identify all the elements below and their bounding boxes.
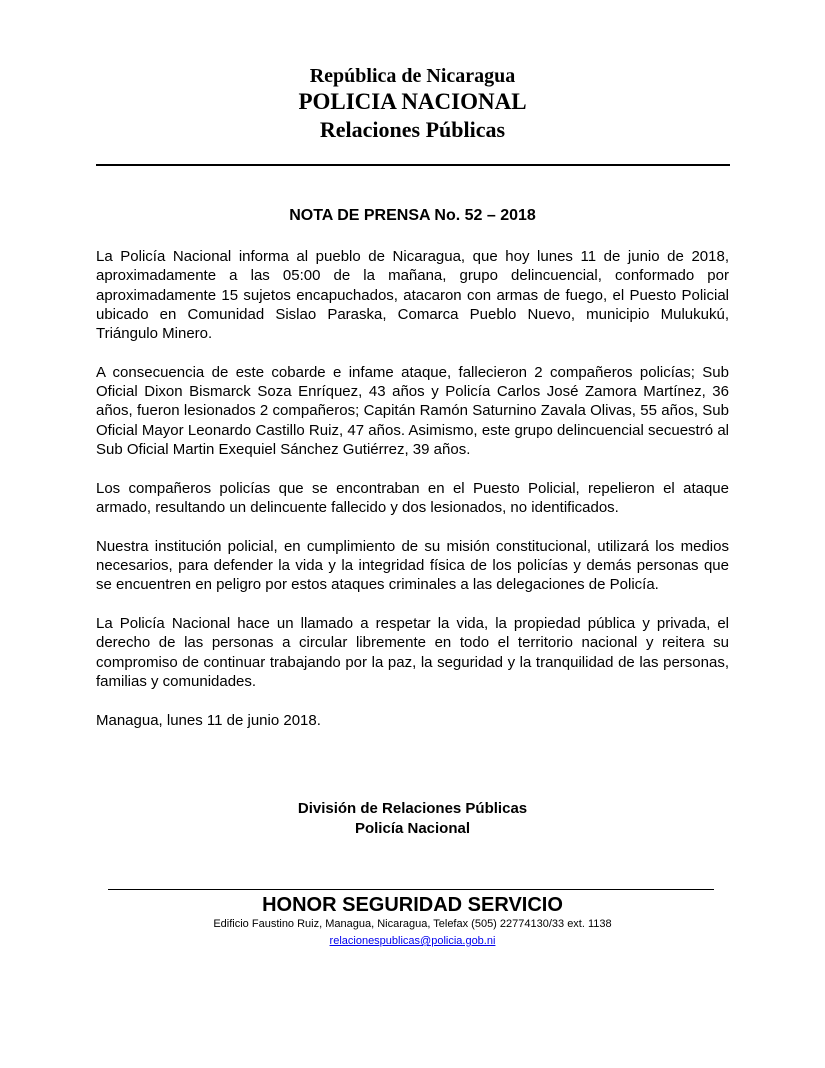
dateline: Managua, lunes 11 de junio 2018. (96, 711, 321, 729)
press-release-title: NOTA DE PRENSA No. 52 – 2018 (289, 207, 536, 224)
letterhead-institution: POLICIA NACIONAL (298, 89, 527, 114)
letterhead (0, 64, 825, 144)
signature-division: División de Relaciones Públicas (297, 800, 528, 817)
body-paragraph: La Policía Nacional informa al pueblo de Nicaragua, que hoy lunes 11 de junio de 2018, aproximadamente a las 05:00 de la mañana, grupo delincuencial, conformado por aproximadamente 15 sujetos encapuchados, atacaron con armas de fuego, el Puesto Policial ubicado en Comunidad Sislao Paraska, Comarca Pueblo Nuevo, municipio Mulukukú, Triángulo Minero. (96, 248, 729, 343)
body-paragraph: Nuestra institución policial, en cumplimiento de su misión constitucional, utilizará los medios necesarios, para defender la vida y la integridad física de los policías y demás personas que se encuentren en peligro por estos ataques criminales a las delegaciones de Policía. (96, 537, 729, 594)
footer (0, 893, 825, 949)
footer-address: Edificio Faustino Ruiz, Managua, Nicaragua, Telefax (505) 22774130/33 ext. 1138 (213, 918, 612, 930)
press-release-body (96, 247, 729, 749)
footer-email-link[interactable]: relacionespublicas@policia.gob.ni (329, 935, 496, 947)
body-paragraph: Los compañeros policías que se encontraban en el Puesto Policial, repelieron el ataque armado, resultando un delincuente fallecido y dos lesionados, no identificados. (96, 479, 729, 517)
signature-block (0, 799, 825, 839)
body-paragraph: A consecuencia de este cobarde e infame ataque, fallecieron 2 compañeros policías; Sub Oficial Dixon Bismarck Soza Enríquez, 43 años y Policía Carlos José Zamora Martínez, 36 años, fueron lesionados 2 compañeros; Capitán Ramón Saturnino Zavala Olivas, 55 años, Sub Oficial Mayor Leonardo Castillo Ruiz, 47 años. Asimismo, este grupo delincuencial secuestró al Sub Oficial Martin Exequiel Sánchez Gutiérrez, 39 años. (96, 363, 729, 459)
letterhead-department: Relaciones Públicas (319, 117, 506, 142)
header-divider (96, 164, 730, 166)
letterhead-country: República de Nicaragua (309, 65, 516, 87)
footer-divider (108, 889, 714, 890)
body-paragraph: La Policía Nacional hace un llamado a respetar la vida, la propiedad pública y privada, el derecho de las personas a circular libremente en todo el territorio nacional y reitera su compromiso de continuar trabajando por la paz, la seguridad y la tranquilidad de las personas, familias y comunidades. (96, 615, 729, 690)
footer-motto: HONOR SEGURIDAD SERVICIO (262, 894, 563, 916)
signature-institution: Policía Nacional (354, 820, 471, 837)
